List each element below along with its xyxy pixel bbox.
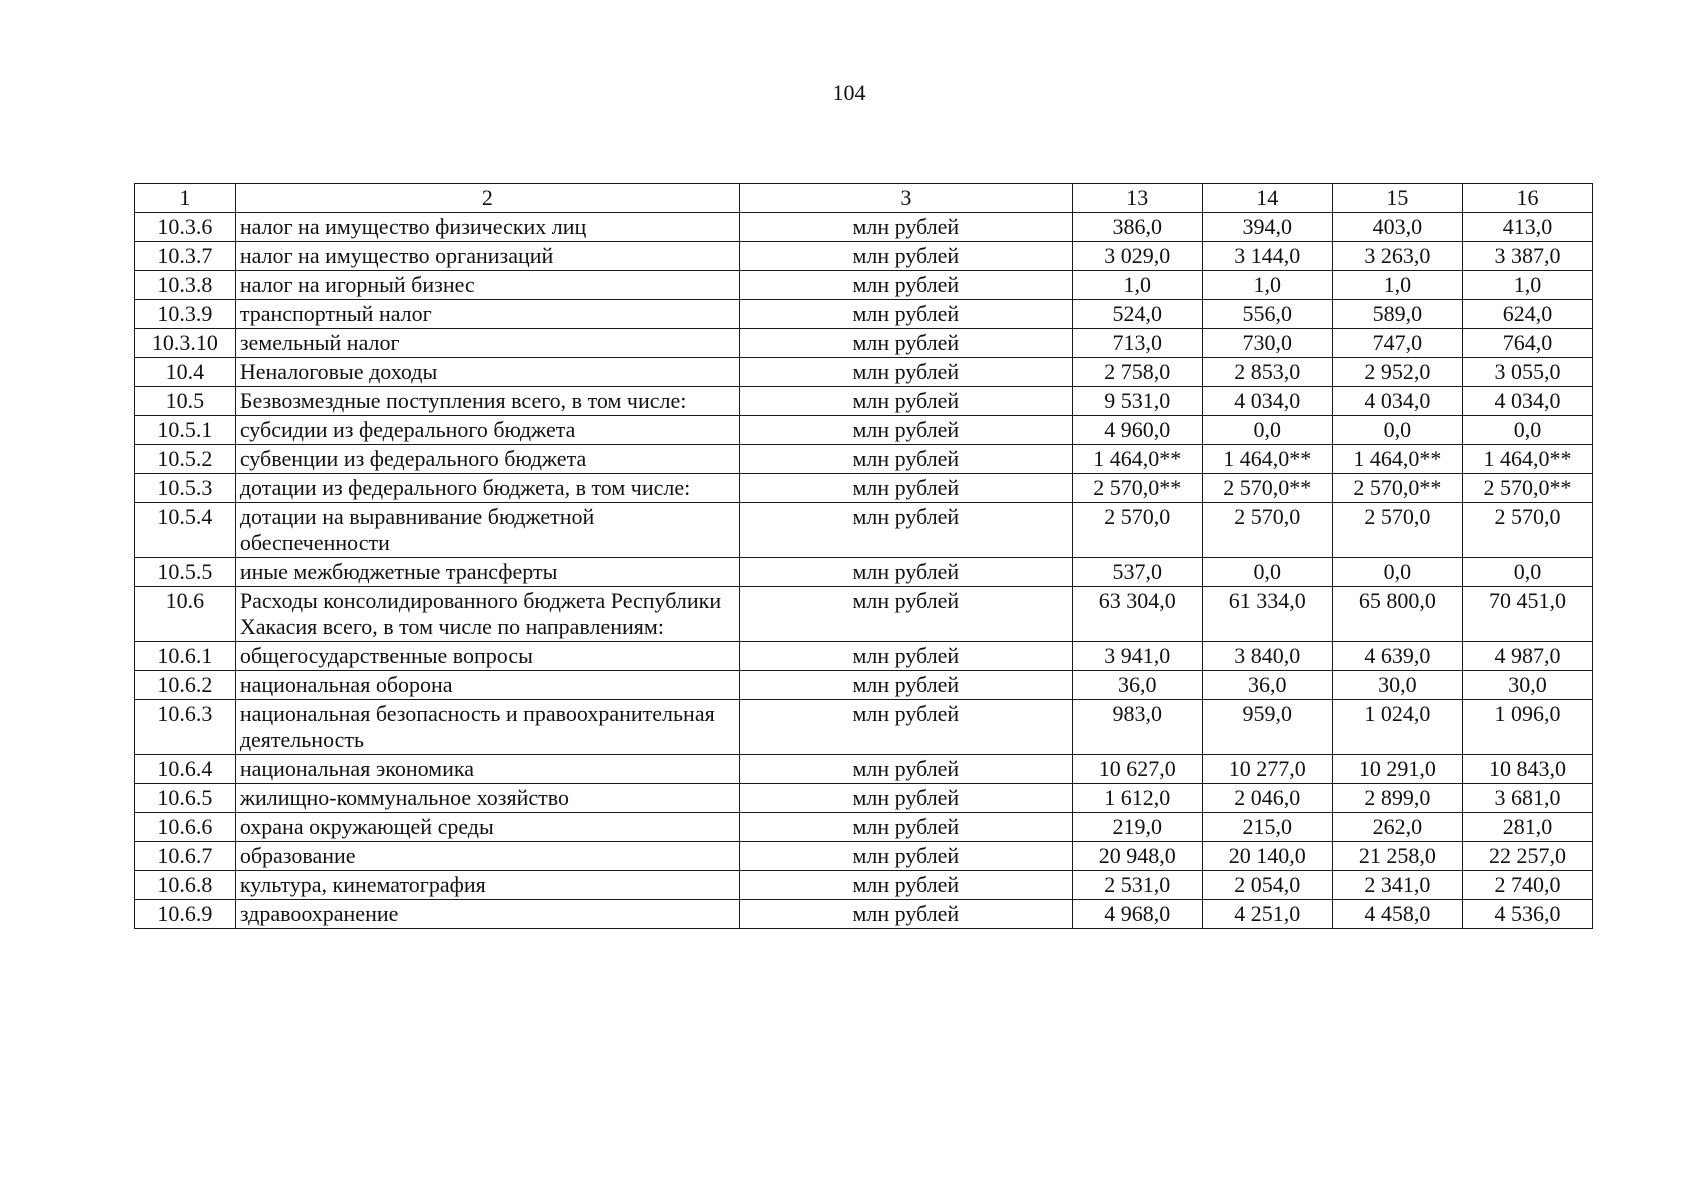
row-value: 3 055,0 bbox=[1462, 358, 1592, 387]
table-row bbox=[135, 503, 1593, 558]
row-value: 215,0 bbox=[1202, 813, 1332, 842]
row-value: 2 054,0 bbox=[1202, 871, 1332, 900]
row-number: 10.5.1 bbox=[135, 416, 236, 445]
row-unit: млн рублей bbox=[739, 271, 1072, 300]
row-unit: млн рублей bbox=[739, 387, 1072, 416]
row-value: 2 740,0 bbox=[1462, 871, 1592, 900]
row-value: 713,0 bbox=[1072, 329, 1202, 358]
table-row bbox=[135, 358, 1593, 387]
row-number: 10.6.4 bbox=[135, 755, 236, 784]
row-name: Расходы консолидированного бюджета Республики Хакасия всего, в том числе по направлениям: bbox=[235, 587, 739, 642]
table-row bbox=[135, 671, 1593, 700]
row-value: 70 451,0 bbox=[1462, 587, 1592, 642]
row-unit: млн рублей bbox=[739, 416, 1072, 445]
row-number: 10.3.10 bbox=[135, 329, 236, 358]
budget-table bbox=[134, 183, 1593, 929]
row-number: 10.3.7 bbox=[135, 242, 236, 271]
table-row bbox=[135, 784, 1593, 813]
row-value: 3 681,0 bbox=[1462, 784, 1592, 813]
row-value: 2 341,0 bbox=[1332, 871, 1462, 900]
row-value: 2 853,0 bbox=[1202, 358, 1332, 387]
row-value: 1,0 bbox=[1462, 271, 1592, 300]
row-name: налог на имущество физических лиц bbox=[235, 213, 739, 242]
row-number: 10.6.1 bbox=[135, 642, 236, 671]
row-value: 4 960,0 bbox=[1072, 416, 1202, 445]
row-value: 394,0 bbox=[1202, 213, 1332, 242]
row-name: субвенции из федерального бюджета bbox=[235, 445, 739, 474]
row-value: 1 096,0 bbox=[1462, 700, 1592, 755]
row-value: 589,0 bbox=[1332, 300, 1462, 329]
row-value: 1 464,0** bbox=[1332, 445, 1462, 474]
row-unit: млн рублей bbox=[739, 329, 1072, 358]
row-number: 10.6.8 bbox=[135, 871, 236, 900]
row-unit: млн рублей bbox=[739, 813, 1072, 842]
row-name: жилищно-коммунальное хозяйство bbox=[235, 784, 739, 813]
row-unit: млн рублей bbox=[739, 784, 1072, 813]
row-value: 1,0 bbox=[1202, 271, 1332, 300]
row-unit: млн рублей bbox=[739, 842, 1072, 871]
row-name: общегосударственные вопросы bbox=[235, 642, 739, 671]
row-number: 10.5 bbox=[135, 387, 236, 416]
table-row bbox=[135, 842, 1593, 871]
row-value: 2 570,0** bbox=[1462, 474, 1592, 503]
row-value: 4 536,0 bbox=[1462, 900, 1592, 929]
row-unit: млн рублей bbox=[739, 755, 1072, 784]
row-value: 0,0 bbox=[1462, 416, 1592, 445]
row-value: 764,0 bbox=[1462, 329, 1592, 358]
row-name: налог на имущество организаций bbox=[235, 242, 739, 271]
row-value: 0,0 bbox=[1332, 416, 1462, 445]
row-value: 2 952,0 bbox=[1332, 358, 1462, 387]
row-value: 2 570,0 bbox=[1462, 503, 1592, 558]
table-row bbox=[135, 900, 1593, 929]
row-value: 4 968,0 bbox=[1072, 900, 1202, 929]
row-number: 10.5.4 bbox=[135, 503, 236, 558]
row-number: 10.5.3 bbox=[135, 474, 236, 503]
row-unit: млн рублей bbox=[739, 900, 1072, 929]
row-value: 2 531,0 bbox=[1072, 871, 1202, 900]
header-cell: 2 bbox=[235, 184, 739, 213]
row-value: 61 334,0 bbox=[1202, 587, 1332, 642]
row-value: 22 257,0 bbox=[1462, 842, 1592, 871]
row-unit: млн рублей bbox=[739, 445, 1072, 474]
row-value: 556,0 bbox=[1202, 300, 1332, 329]
row-value: 4 034,0 bbox=[1462, 387, 1592, 416]
row-value: 30,0 bbox=[1332, 671, 1462, 700]
table-row bbox=[135, 387, 1593, 416]
table-row bbox=[135, 329, 1593, 358]
row-value: 3 840,0 bbox=[1202, 642, 1332, 671]
row-number: 10.6.6 bbox=[135, 813, 236, 842]
row-number: 10.6.5 bbox=[135, 784, 236, 813]
header-cell: 14 bbox=[1202, 184, 1332, 213]
row-value: 983,0 bbox=[1072, 700, 1202, 755]
row-name: культура, кинематография bbox=[235, 871, 739, 900]
table-row bbox=[135, 558, 1593, 587]
row-value: 1,0 bbox=[1072, 271, 1202, 300]
row-number: 10.5.5 bbox=[135, 558, 236, 587]
table-row bbox=[135, 271, 1593, 300]
row-value: 1,0 bbox=[1332, 271, 1462, 300]
header-cell: 13 bbox=[1072, 184, 1202, 213]
row-value: 2 570,0 bbox=[1332, 503, 1462, 558]
row-unit: млн рублей bbox=[739, 300, 1072, 329]
row-number: 10.4 bbox=[135, 358, 236, 387]
page-number: 104 bbox=[832, 80, 866, 105]
row-unit: млн рублей bbox=[739, 642, 1072, 671]
row-number: 10.6 bbox=[135, 587, 236, 642]
row-unit: млн рублей bbox=[739, 871, 1072, 900]
row-value: 2 570,0 bbox=[1202, 503, 1332, 558]
row-value: 63 304,0 bbox=[1072, 587, 1202, 642]
row-value: 4 034,0 bbox=[1202, 387, 1332, 416]
row-value: 10 277,0 bbox=[1202, 755, 1332, 784]
row-unit: млн рублей bbox=[739, 358, 1072, 387]
row-value: 959,0 bbox=[1202, 700, 1332, 755]
row-value: 3 387,0 bbox=[1462, 242, 1592, 271]
row-name: образование bbox=[235, 842, 739, 871]
header-row bbox=[135, 184, 1593, 213]
row-value: 4 251,0 bbox=[1202, 900, 1332, 929]
row-name: транспортный налог bbox=[235, 300, 739, 329]
row-number: 10.6.9 bbox=[135, 900, 236, 929]
row-value: 4 034,0 bbox=[1332, 387, 1462, 416]
row-value: 21 258,0 bbox=[1332, 842, 1462, 871]
header-cell: 3 bbox=[739, 184, 1072, 213]
row-value: 9 531,0 bbox=[1072, 387, 1202, 416]
header-cell: 15 bbox=[1332, 184, 1462, 213]
row-value: 524,0 bbox=[1072, 300, 1202, 329]
row-value: 0,0 bbox=[1462, 558, 1592, 587]
row-value: 0,0 bbox=[1332, 558, 1462, 587]
row-value: 2 046,0 bbox=[1202, 784, 1332, 813]
row-number: 10.3.9 bbox=[135, 300, 236, 329]
table-row bbox=[135, 300, 1593, 329]
row-value: 30,0 bbox=[1462, 671, 1592, 700]
row-name: национальная оборона bbox=[235, 671, 739, 700]
row-unit: млн рублей bbox=[739, 503, 1072, 558]
row-unit: млн рублей bbox=[739, 558, 1072, 587]
row-value: 0,0 bbox=[1202, 558, 1332, 587]
table-row bbox=[135, 813, 1593, 842]
row-value: 2 899,0 bbox=[1332, 784, 1462, 813]
row-value: 219,0 bbox=[1072, 813, 1202, 842]
table-row bbox=[135, 242, 1593, 271]
row-value: 624,0 bbox=[1462, 300, 1592, 329]
row-value: 2 758,0 bbox=[1072, 358, 1202, 387]
table-row bbox=[135, 213, 1593, 242]
table-row bbox=[135, 871, 1593, 900]
row-number: 10.6.3 bbox=[135, 700, 236, 755]
row-name: иные межбюджетные трансферты bbox=[235, 558, 739, 587]
row-number: 10.3.8 bbox=[135, 271, 236, 300]
row-value: 10 291,0 bbox=[1332, 755, 1462, 784]
row-value: 2 570,0** bbox=[1332, 474, 1462, 503]
row-value: 262,0 bbox=[1332, 813, 1462, 842]
row-value: 1 464,0** bbox=[1072, 445, 1202, 474]
row-name: земельный налог bbox=[235, 329, 739, 358]
row-name: субсидии из федерального бюджета bbox=[235, 416, 739, 445]
row-value: 1 464,0** bbox=[1202, 445, 1332, 474]
row-value: 3 263,0 bbox=[1332, 242, 1462, 271]
row-value: 4 639,0 bbox=[1332, 642, 1462, 671]
table-body bbox=[135, 184, 1593, 929]
row-value: 10 627,0 bbox=[1072, 755, 1202, 784]
row-name: Безвозмездные поступления всего, в том числе: bbox=[235, 387, 739, 416]
row-value: 3 144,0 bbox=[1202, 242, 1332, 271]
row-value: 10 843,0 bbox=[1462, 755, 1592, 784]
header-cell: 16 bbox=[1462, 184, 1592, 213]
row-value: 4 458,0 bbox=[1332, 900, 1462, 929]
row-unit: млн рублей bbox=[739, 242, 1072, 271]
row-value: 403,0 bbox=[1332, 213, 1462, 242]
header-cell: 1 bbox=[135, 184, 236, 213]
row-value: 3 029,0 bbox=[1072, 242, 1202, 271]
row-value: 3 941,0 bbox=[1072, 642, 1202, 671]
row-value: 1 612,0 bbox=[1072, 784, 1202, 813]
row-name: налог на игорный бизнес bbox=[235, 271, 739, 300]
row-value: 4 987,0 bbox=[1462, 642, 1592, 671]
row-value: 20 140,0 bbox=[1202, 842, 1332, 871]
row-name: национальная безопасность и правоохранительная деятельность bbox=[235, 700, 739, 755]
row-value: 20 948,0 bbox=[1072, 842, 1202, 871]
row-unit: млн рублей bbox=[739, 671, 1072, 700]
row-number: 10.3.6 bbox=[135, 213, 236, 242]
row-value: 747,0 bbox=[1332, 329, 1462, 358]
row-value: 281,0 bbox=[1462, 813, 1592, 842]
table-row bbox=[135, 416, 1593, 445]
row-number: 10.6.7 bbox=[135, 842, 236, 871]
row-name: здравоохранение bbox=[235, 900, 739, 929]
row-value: 2 570,0** bbox=[1202, 474, 1332, 503]
row-value: 730,0 bbox=[1202, 329, 1332, 358]
row-number: 10.5.2 bbox=[135, 445, 236, 474]
table-row bbox=[135, 587, 1593, 642]
row-number: 10.6.2 bbox=[135, 671, 236, 700]
row-value: 1 464,0** bbox=[1462, 445, 1592, 474]
row-unit: млн рублей bbox=[739, 700, 1072, 755]
row-value: 36,0 bbox=[1072, 671, 1202, 700]
row-value: 537,0 bbox=[1072, 558, 1202, 587]
row-value: 0,0 bbox=[1202, 416, 1332, 445]
row-value: 386,0 bbox=[1072, 213, 1202, 242]
row-name: охрана окружающей среды bbox=[235, 813, 739, 842]
row-name: Неналоговые доходы bbox=[235, 358, 739, 387]
row-unit: млн рублей bbox=[739, 474, 1072, 503]
table-row bbox=[135, 755, 1593, 784]
row-name: дотации из федерального бюджета, в том числе: bbox=[235, 474, 739, 503]
row-unit: млн рублей bbox=[739, 587, 1072, 642]
row-name: дотации на выравнивание бюджетной обеспеченности bbox=[235, 503, 739, 558]
table-row bbox=[135, 642, 1593, 671]
row-value: 2 570,0** bbox=[1072, 474, 1202, 503]
table-row bbox=[135, 445, 1593, 474]
row-value: 1 024,0 bbox=[1332, 700, 1462, 755]
row-value: 36,0 bbox=[1202, 671, 1332, 700]
table-row bbox=[135, 474, 1593, 503]
row-value: 2 570,0 bbox=[1072, 503, 1202, 558]
row-value: 65 800,0 bbox=[1332, 587, 1462, 642]
row-name: национальная экономика bbox=[235, 755, 739, 784]
row-unit: млн рублей bbox=[739, 213, 1072, 242]
row-value: 413,0 bbox=[1462, 213, 1592, 242]
table-row bbox=[135, 700, 1593, 755]
